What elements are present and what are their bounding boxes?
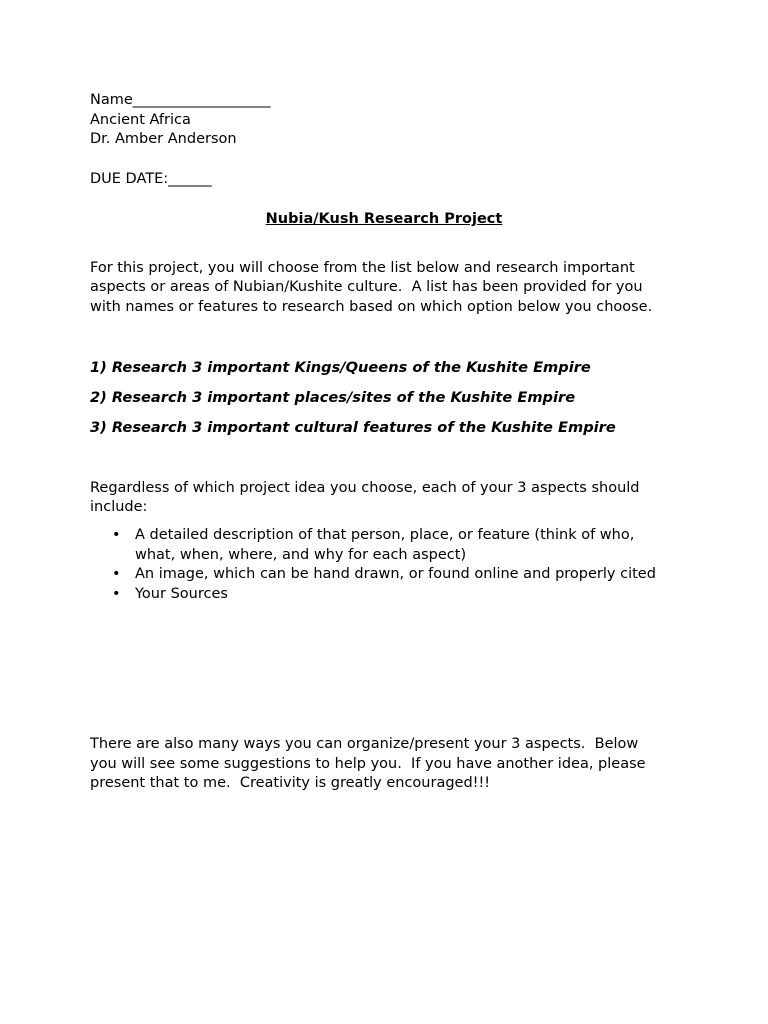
list-item [90, 526, 690, 565]
closing-line: There are also many ways you can organize/present your 3 aspects. Below [90, 735, 639, 752]
bullet-icon: • [112, 527, 121, 544]
due-date-line: DUE DATE:______ [90, 171, 212, 188]
requirements-intro-line: include: [90, 499, 148, 516]
bullet-icon: • [112, 586, 121, 603]
option-3: 3) Research 3 important cultural features of the Kushite Empire [90, 418, 616, 436]
list-item [90, 565, 690, 585]
list-item-text: An image, which can be hand drawn, or found online and properly cited [135, 566, 656, 583]
list-item-text: Your Sources [135, 586, 228, 603]
list-item-text: what, when, where, and why for each aspect) [135, 546, 467, 563]
intro-line: aspects or areas of Nubian/Kushite culture. A list has been provided for you [90, 279, 643, 296]
intro-line: For this project, you will choose from the list below and research important [90, 259, 635, 276]
requirements-list [90, 526, 690, 605]
bullet-icon: • [112, 566, 121, 583]
list-item [90, 585, 690, 605]
option-1: 1) Research 3 important Kings/Queens of the Kushite Empire [90, 358, 591, 376]
intro-paragraph [90, 259, 690, 318]
option-2: 2) Research 3 important places/sites of the Kushite Empire [90, 388, 576, 406]
document-title: Nubia/Kush Research Project [265, 210, 503, 227]
list-item-text: A detailed description of that person, place, or feature (think of who, [135, 527, 635, 544]
project-options [90, 358, 690, 438]
requirements-intro [90, 479, 690, 518]
closing-line: you will see some suggestions to help you. If you have another idea, please [90, 755, 646, 772]
closing-line: present that to me. Creativity is greatly encouraged!!! [90, 775, 491, 792]
requirements-intro-line: Regardless of which project idea you choose, each of your 3 aspects should [90, 479, 640, 496]
name-line: Name___________________ [90, 92, 271, 108]
intro-line: with names or features to research based on which option below you choose. [90, 298, 653, 315]
course-name: Ancient Africa [90, 111, 191, 128]
closing-paragraph [90, 735, 690, 794]
header-block [90, 91, 690, 190]
instructor-name: Dr. Amber Anderson [90, 131, 237, 148]
document-body [90, 91, 690, 794]
